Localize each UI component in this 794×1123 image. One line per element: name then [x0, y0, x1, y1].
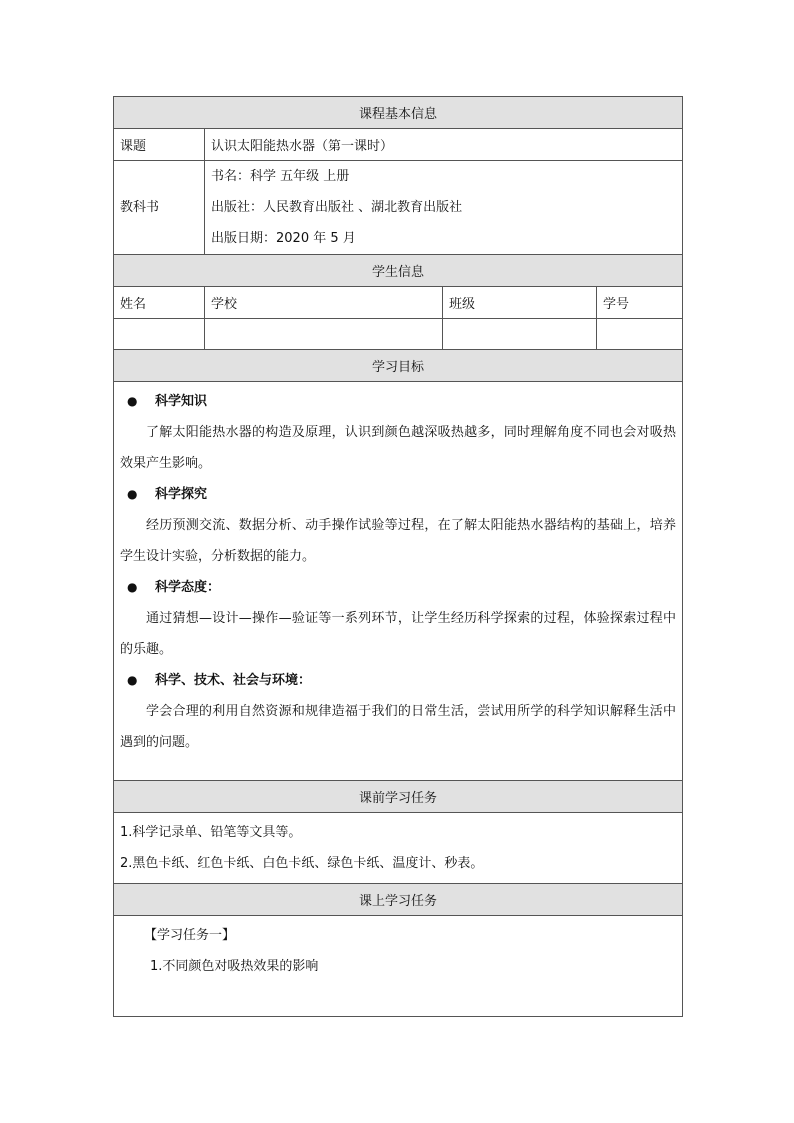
course-document-table: [113, 96, 683, 1017]
school-input-cell[interactable]: [205, 319, 443, 350]
column-school: 学校: [205, 287, 443, 319]
topic-label: 课题: [114, 129, 205, 161]
pre-class-item: 2.黑色卡纸、红色卡纸、白色卡纸、绿色卡纸、温度计、秒表。: [120, 856, 484, 871]
section-header-in-class: 课上学习任务: [114, 884, 683, 916]
column-student-id: 学号: [597, 287, 683, 319]
objective-title: ● 科学探究: [120, 479, 676, 510]
bullet-icon: ●: [127, 487, 138, 501]
column-class: 班级: [443, 287, 597, 319]
objective-text: 了解太阳能热水器的构造及原理，认识到颜色越深吸热越多，同时理解角度不同也会对吸热效果产生影响。: [120, 425, 677, 471]
book-publisher: 出版社：人民教育出版社 、湖北教育出版社: [211, 200, 463, 215]
textbook-details: [205, 161, 683, 255]
textbook-label: 教科书: [114, 161, 205, 255]
bullet-icon: ●: [127, 673, 138, 687]
in-class-content: [114, 916, 683, 1017]
section-header-objectives: 学习目标: [114, 350, 683, 382]
section-header-student-info: 学生信息: [114, 255, 683, 287]
objective-title: ● 科学知识: [120, 386, 676, 417]
objective-text: 通过猜想—设计—操作—验证等一系列环节，让学生经历科学探索的过程，体验探索过程中的乐趣。: [120, 611, 677, 657]
objective-title: ● 科学态度：: [120, 572, 676, 603]
pre-class-item: 1.科学记录单、铅笔等文具等。: [120, 825, 302, 840]
class-input-cell[interactable]: [443, 319, 597, 350]
objective-text: 经历预测交流、数据分析、动手操作试验等过程，在了解太阳能热水器结构的基础上，培养学生设计实验，分析数据的能力。: [120, 518, 677, 564]
student-id-input-cell[interactable]: [597, 319, 683, 350]
name-input-cell[interactable]: [114, 319, 205, 350]
section-header-course-info: 课程基本信息: [114, 97, 683, 129]
objective-title: ● 科学、技术、社会与环境：: [120, 665, 676, 696]
column-name: 姓名: [114, 287, 205, 319]
section-header-pre-class: 课前学习任务: [114, 781, 683, 813]
book-publish-date: 出版日期：2020 年 5 月: [211, 231, 356, 246]
bullet-icon: ●: [127, 580, 138, 594]
task-title: 【学习任务一】: [144, 928, 236, 943]
book-name: 书名：科学 五年级 上册: [211, 169, 350, 184]
bullet-icon: ●: [127, 394, 138, 408]
objective-text: 学会合理的利用自然资源和规律造福于我们的日常生活，尝试用所学的科学知识解释生活中遇到的问题。: [120, 704, 677, 750]
pre-class-content: [114, 813, 683, 884]
objectives-content: [114, 382, 683, 781]
task-item: 1.不同颜色对吸热效果的影响: [150, 959, 319, 974]
topic-value: 认识太阳能热水器（第一课时）: [205, 129, 683, 161]
